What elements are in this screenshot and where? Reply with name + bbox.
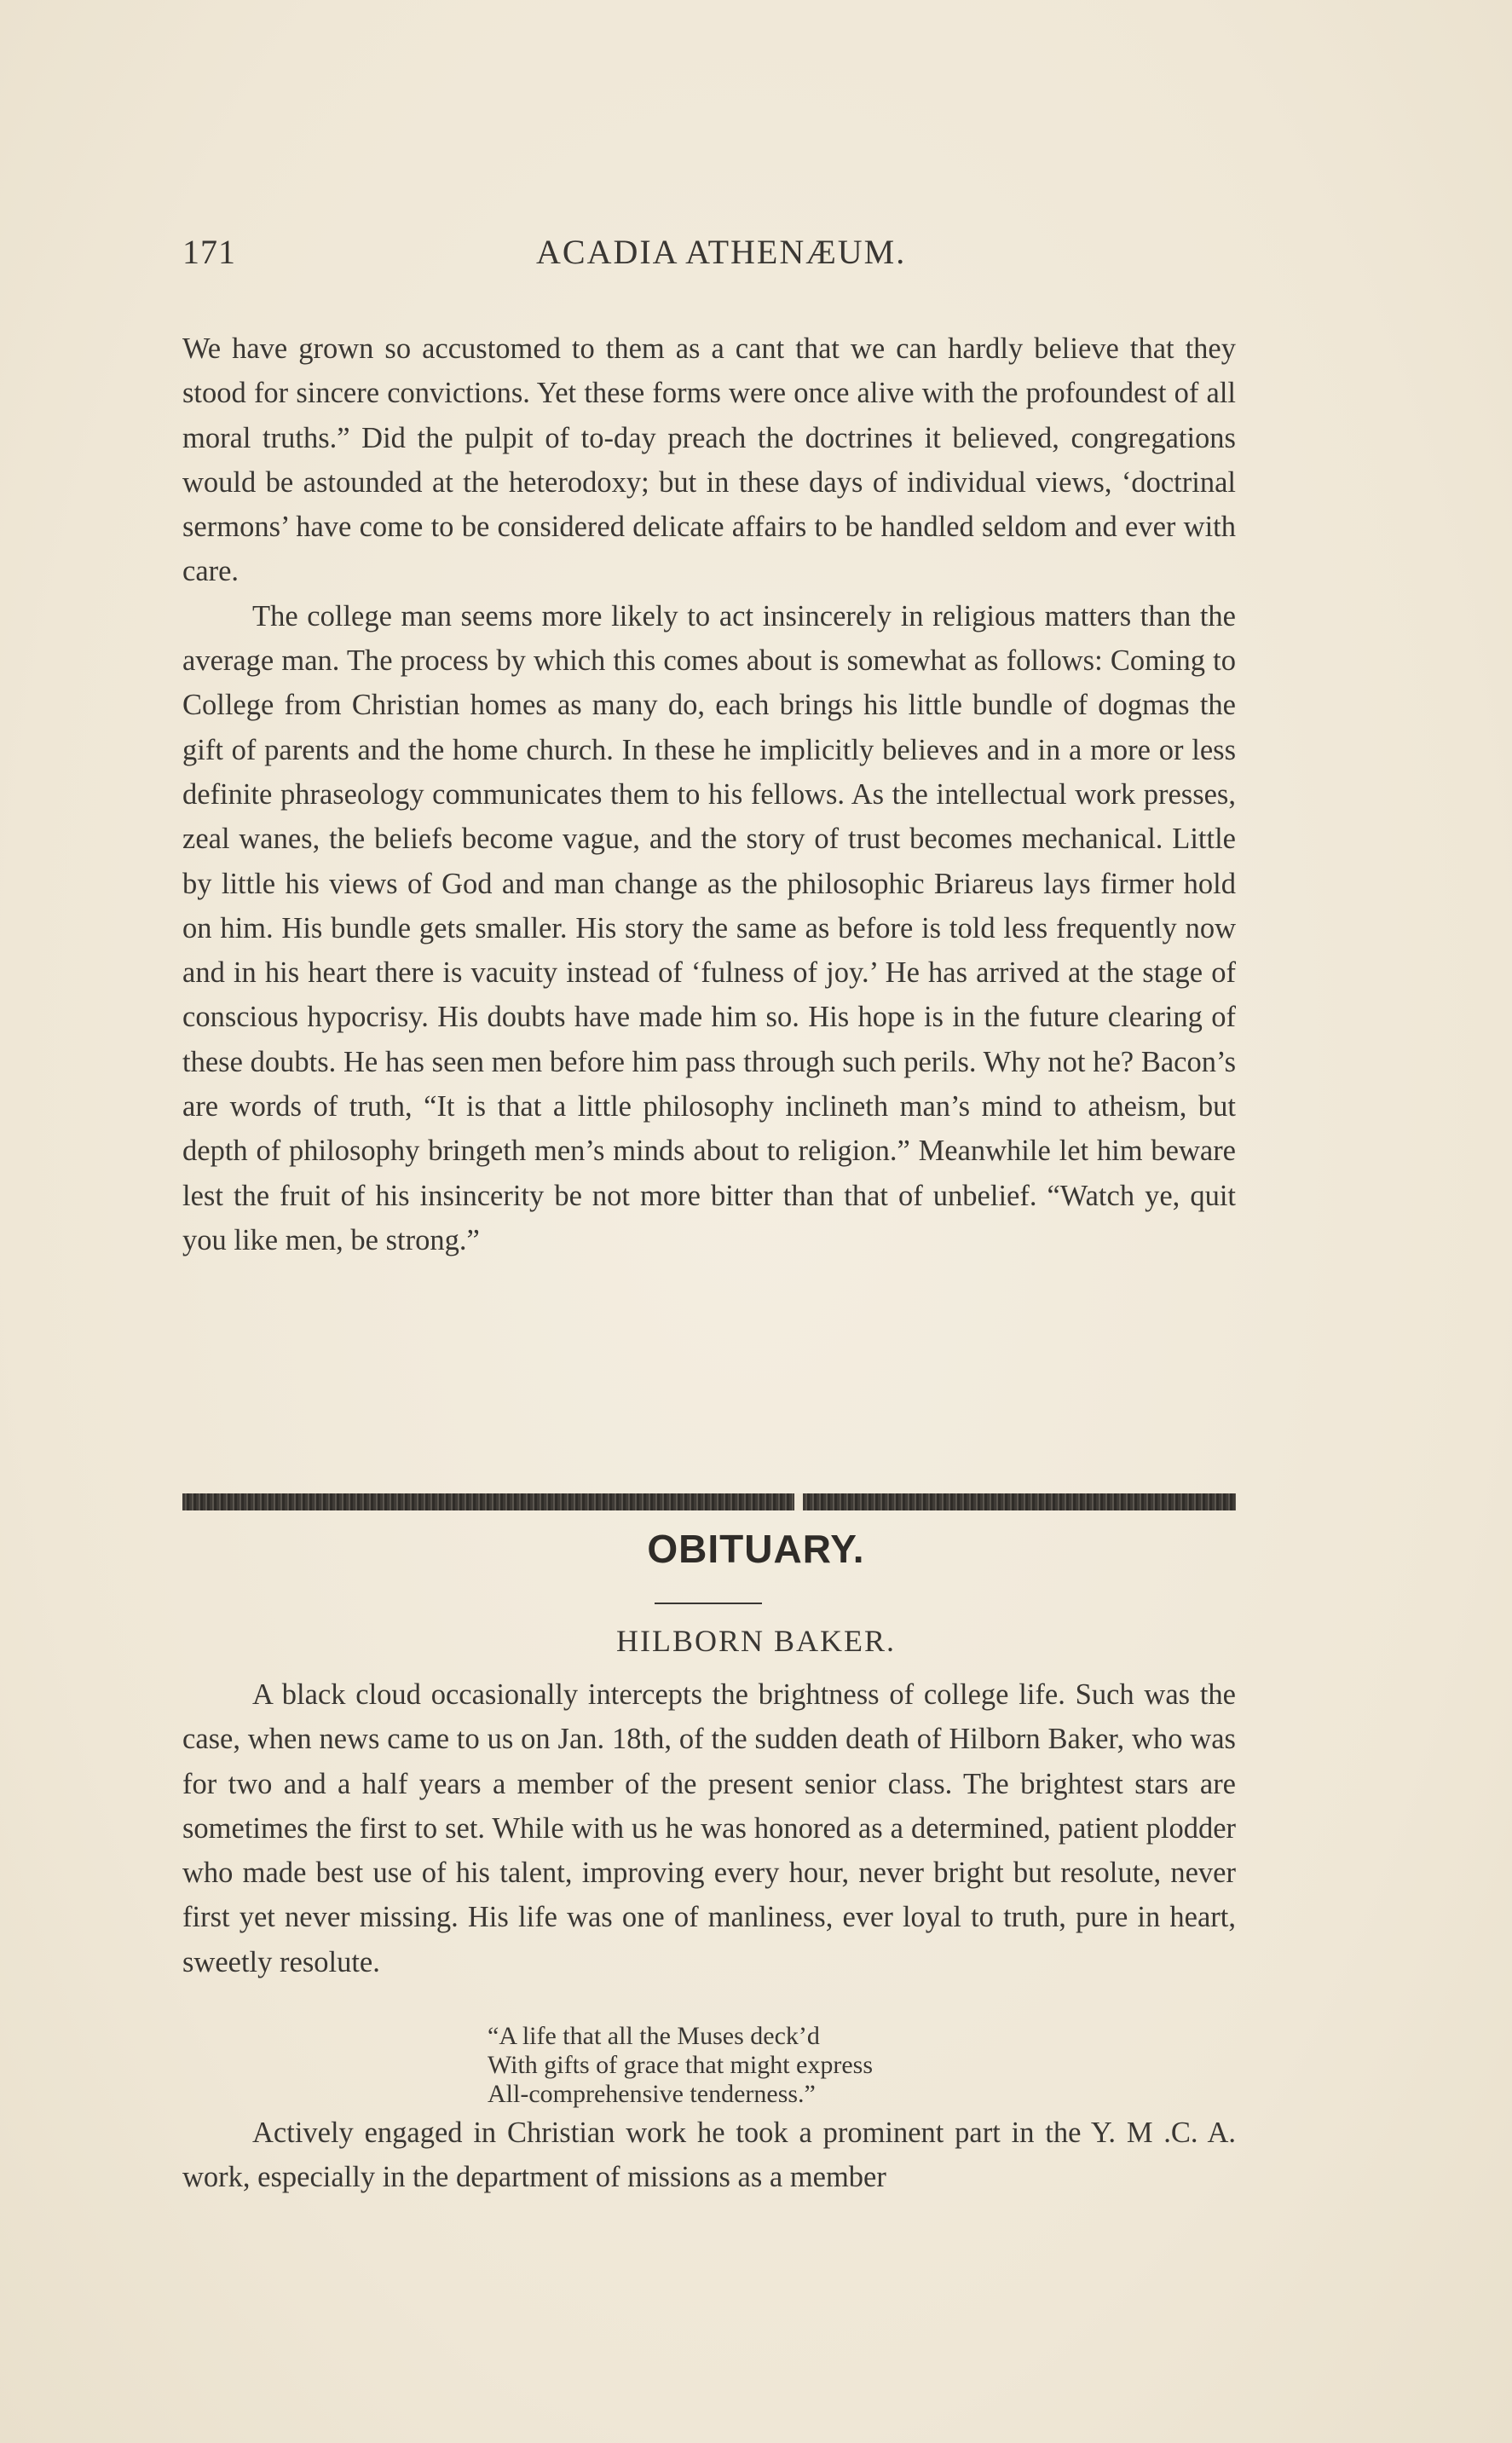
title-underline xyxy=(655,1603,762,1604)
obituary-title: OBITUARY. xyxy=(647,1527,865,1571)
section-divider xyxy=(182,1493,1236,1510)
page-header xyxy=(182,232,1236,283)
obituary-body-continued xyxy=(182,2111,1236,2200)
article-paragraph: We have grown so accustomed to them as a cant that we can hardly believe that they stood for sincere convictions. Yet these forms were once alive with the profoundest of all moral truths.” Did the pulpit of to-day preach the doctrines it believed, congregations would be astounded at the heterodoxy; but in these days of individual views, ‘doctrinal sermons’ have come to be considered delicate affairs to be handled seldom and ever with care. xyxy=(182,332,1236,588)
poem-line: With gifts of grace that might express xyxy=(488,2051,874,2079)
obituary-paragraph: Actively engaged in Christian work he took a prominent part in the Y. M .C. A. work, especially in the department of missions as a member xyxy=(182,2117,1236,2194)
poem-quote xyxy=(488,2022,873,2109)
divider-gap xyxy=(794,1493,803,1510)
page-number: 171 xyxy=(182,233,236,271)
running-title: ACADIA ATHENÆUM. xyxy=(536,233,907,271)
article-body xyxy=(182,326,1236,1262)
poem-line: All-comprehensive tenderness.” xyxy=(488,2080,816,2108)
poem-line: “A life that all the Muses deck’d xyxy=(488,2022,820,2050)
obituary-name: HILBORN BAKER. xyxy=(615,1624,896,1658)
obituary-body xyxy=(182,1672,1236,1984)
obituary-paragraph: A black cloud occasionally intercepts the brightness of college life. Such was the case, when news came to us on Jan. 18th, of the sudden death of Hilborn Baker, who was for two and a half years a member of the present senior class. The brightest stars are sometimes the first to set. While with us he was honored as a determined, patient plodder who made best use of his talent, improving every hour, never bright but resolute, never first yet never missing. His life was one of manliness, ever loyal to truth, pure in heart, sweetly resolute. xyxy=(182,1678,1236,1978)
article-paragraph: The college man seems more likely to act insincerely in religious matters than the average man. The process by which this comes about is somewhat as follows: Coming to College from Christian homes as many do, each brings his little bundle of dogmas the gift of parents and the home church. In these he implicitly believes and in a more or less definite phraseology communicates them to his fellows. As the intellectual work presses, zeal wanes, the beliefs become vague, and the story of trust becomes mechanical. Little by little his views of God and man change as the philosophic Briareus lays firmer hold on him. His bundle gets smaller. His story the same as before is told less frequently now and in his heart there is vacuity instead of ‘fulness of joy.’ He has arrived at the stage of conscious hypocrisy. His doubts have made him so. His hope is in the future clearing of these doubts. He has seen men before him pass through such perils. Why not he? Bacon’s are words of truth, “It is that a little philosophy inclineth man’s mind to atheism, but depth of philosophy bringeth men’s minds about to religion.” Meanwhile let him beware lest the fruit of his insincerity be not more bitter than that of unbelief. “Watch ye, quit you like men, be strong.” xyxy=(182,599,1236,1256)
